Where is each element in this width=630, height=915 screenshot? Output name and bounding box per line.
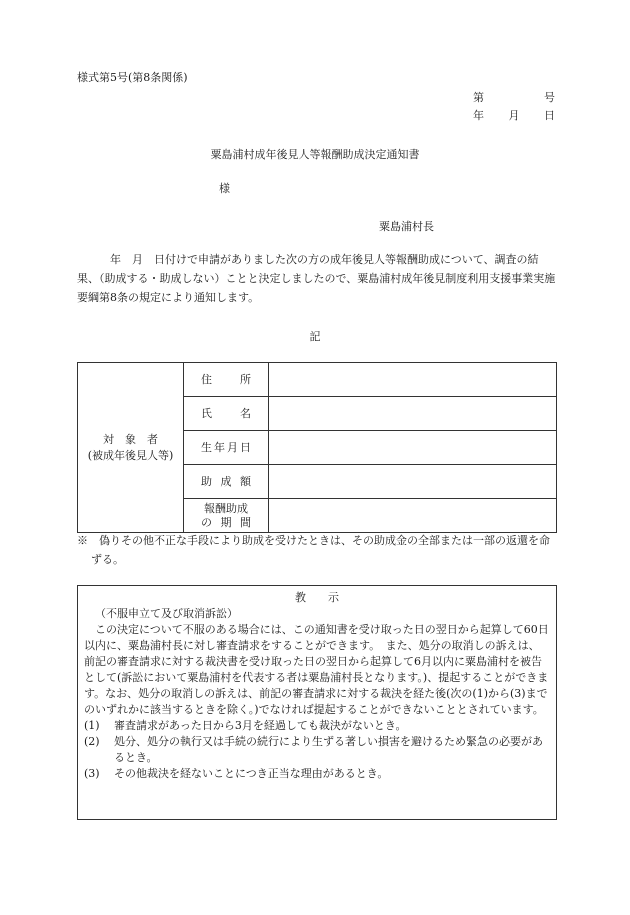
table-row	[78, 363, 557, 397]
issuer: 粟島浦村長	[379, 220, 434, 233]
document-number-prefix: 第	[473, 91, 484, 104]
list-item-mark: (1)	[84, 719, 100, 732]
subject-cell	[78, 363, 184, 533]
instruction-box	[77, 585, 557, 820]
document-title: 粟島浦村成年後見人等報酬助成決定通知書	[210, 148, 420, 161]
list-item	[84, 718, 550, 734]
field-value-address	[269, 363, 557, 397]
field-label-name	[184, 397, 269, 431]
field-value-birthdate	[269, 431, 557, 465]
field-label-address	[184, 363, 269, 397]
list-item	[84, 734, 550, 766]
subject-sublabel: (被成年後見人等)	[87, 448, 174, 462]
list-item-text: その他裁決を経ないことにつき正当な理由があるとき。	[114, 767, 389, 780]
form-number-label: 様式第5号(第8条関係)	[77, 71, 188, 84]
body-text: 年 月 日付けで申請がありました次の方の成年後見人等報酬助成について、調査の結果、（助成する・助成しない）ことと決定しましたので、粟島浦村成年後見制度利用支援事業実施要綱第8条の規定により通知します。	[77, 253, 556, 304]
ki-label: 記	[309, 330, 321, 343]
field-label-text-line1: 報酬助成	[204, 501, 248, 515]
field-label-text: 住所	[201, 372, 251, 386]
list-item-mark: (2)	[84, 735, 100, 748]
list-item-text: 審査請求があった日から3月を経過しても裁決がないとき。	[114, 719, 407, 732]
date-month: 月	[508, 109, 520, 122]
field-label-birthdate	[184, 431, 269, 465]
subject-label: 対 象 者	[103, 432, 158, 446]
instruction-subheading: （不服申立て及び取消訴訟）	[95, 607, 238, 620]
field-label-text: 助成額	[201, 474, 251, 488]
field-label-text: 氏名	[201, 406, 251, 420]
date-year: 年	[473, 109, 484, 122]
instruction-heading: 教 示	[295, 591, 339, 604]
list-item-mark: (3)	[84, 767, 100, 780]
field-value-name	[269, 397, 557, 431]
subject-info-table	[77, 362, 557, 533]
document-number-suffix: 号	[544, 91, 555, 104]
field-label-period	[184, 499, 269, 533]
instruction-paragraph: この決定について不服のある場合には、この通知書を受け取った日の翌日から起算して60日以内に、粟島浦村長に対し審査請求をすることができます。 また、処分の取消しの訴えは、前記の審査請求に対する裁決書を受け取った日の翌日から起算して6月以内に粟島浦村を被告として(訴訟において粟島浦村を代表する者は粟島浦村長となります。)、提起することができます。なお、処分の取消しの訴えは、前記の審査請求に対する裁決を経た後(次の(1)から(3)までのいずれかに該当するときを除く。)でなければ提起することができないこととされています。	[84, 623, 549, 716]
warning-note: ※ 偽りその他不正な手段により助成を受けたときは、その助成金の全部または一部の返還を命ずる。	[77, 534, 550, 566]
document-date-line	[473, 107, 555, 123]
addressee: 様	[219, 182, 230, 195]
field-label-text-line2: の期間	[201, 515, 251, 529]
date-day: 日	[544, 109, 555, 122]
list-item-text: 処分、処分の執行又は手続の続行により生ずる著しい損害を避けるため緊急の必要があるとき。	[114, 735, 543, 764]
field-label-text: 生年月日	[201, 440, 251, 454]
document-number-line	[473, 89, 555, 105]
field-label-amount	[184, 465, 269, 499]
list-item	[84, 766, 550, 782]
field-value-period	[269, 499, 557, 533]
field-value-amount	[269, 465, 557, 499]
